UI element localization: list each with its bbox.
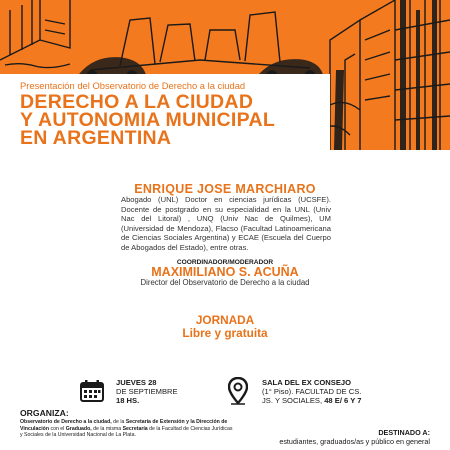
event-type — [0, 314, 450, 340]
event-title-line: Y AUTONOMIA MUNICIPAL — [20, 109, 276, 131]
event-day: JUEVES 28 — [116, 378, 157, 387]
title-box — [0, 74, 330, 150]
moderator-role-label: COORDINADOR/MODERADOR — [176, 259, 274, 266]
event-location — [262, 378, 362, 406]
event-subtitle: Presentación del Observatorio de Derecho a la ciudad — [20, 80, 246, 91]
organizer-part: Secretaría de Extensión y la Dirección de Vinculación — [20, 419, 228, 432]
organizer-part: de la Facultad de Ciencias Jurídicas y Sociales de la Universidad Nacional de La Plata. — [20, 425, 233, 439]
event-title-line: DERECHO A LA CIUDAD — [20, 91, 254, 113]
speaker-bio: Abogado (UNL) Doctor en ciencias jurídicas (UCSFE). Docente de postgrado en su especialidad en la UNL (Univ Nac del Litoral) , UNQ (Univ Nac de Quilmes), UM (Universidad de Mendoza), Flacso (Facultad Latinoamericana de Ciencias Sociales Argentina) y ECAE (Escuela del Cuerpo de Abogados del Estado), entre otras. — [121, 195, 331, 252]
organizer-part: Graduado, — [65, 425, 92, 432]
event-title-line: EN ARGENTINA — [20, 127, 172, 149]
organizer-label: ORGANIZA: — [20, 408, 69, 418]
event-time: 18 HS. — [116, 396, 140, 406]
event-admission: Libre y gratuita — [182, 326, 268, 340]
event-month: DE SEPTIEMBRE — [116, 387, 178, 397]
organizer-part: Observatorio de Derecho a la ciudad, — [20, 419, 112, 425]
audience-label: DESTINADO A: — [378, 428, 430, 437]
calendar-icon — [80, 380, 104, 402]
location-street: 48 E/ 6 Y 7 — [324, 396, 362, 406]
event-type-label: JORNADA — [195, 313, 255, 327]
organizer-text — [20, 419, 235, 439]
organizer-part: Secretaría — [122, 425, 148, 432]
location-room: SALA DEL EX CONSEJO — [262, 378, 352, 387]
moderator-name: MAXIMILIANO S. ACUÑA — [151, 265, 299, 279]
speaker-name: ENRIQUE JOSE MARCHIARO — [134, 182, 316, 196]
moderator-description: Director del Observatorio de Derecho a la ciudad — [140, 278, 310, 287]
event-date — [116, 378, 178, 406]
location-pin-icon — [228, 377, 248, 405]
location-floor: (1° Piso). FACULTAD DE CS. — [262, 387, 362, 397]
location-address — [262, 396, 362, 405]
event-title — [20, 93, 330, 147]
location-faculty: JS. Y SOCIALES, — [262, 396, 323, 406]
organizer-part: con el — [49, 425, 66, 432]
organizer-part: de la misma — [91, 425, 123, 432]
audience-text: estudiantes, graduados/as y público en general — [279, 437, 430, 446]
organizer-part: de la — [111, 419, 126, 425]
